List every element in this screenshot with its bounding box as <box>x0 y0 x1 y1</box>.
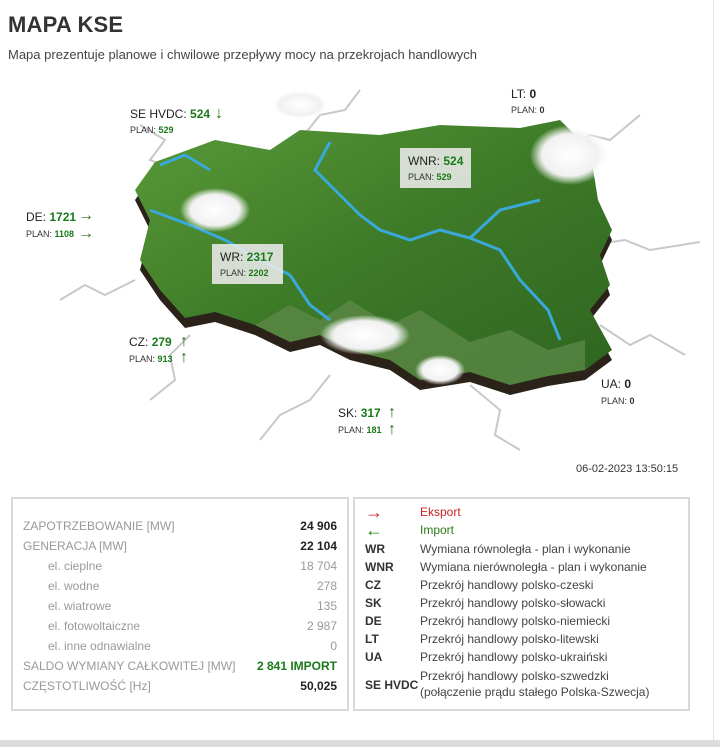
stat-row: el. wiatrowe 135 <box>48 599 337 613</box>
arrow-right-icon: → <box>78 207 94 224</box>
flow-sk: SK: 317 <box>338 406 381 420</box>
legend-panel: → Eksport ← Import WR Wymiana równoległa - plan i wykonanie WNR Wymiana nierównoległa - plan i wykonanie CZ Przekrój handlowy polsko-czeski SK Przekrój handlowy polsko-słowacki DE Przekrój handlowy polsko-niemiecki LT Przekrój handlowy polsko-litewski UA Przekrój handlowy polsko-ukraiński SE HVDC Przekrój handlowy polsko-szwedzki (połączenie prądu stałego Polska-Szwecja) <box>353 497 690 711</box>
stat-row: el. wodne 278 <box>48 579 337 593</box>
stat-row: el. fotowoltaiczne 2 987 <box>48 619 337 633</box>
stat-row: el. cieplne 18 704 <box>48 559 337 573</box>
plan-de: PLAN: 1108 <box>26 229 75 239</box>
arrow-up-icon: ↑ <box>388 421 396 438</box>
arrow-up-icon: ↑ <box>388 404 396 421</box>
plan-ua: PLAN: 0 <box>601 396 635 406</box>
plan-cz: PLAN: 913 <box>129 354 173 364</box>
flow-lt: LT: 0 <box>511 87 537 101</box>
bottom-bar <box>0 740 720 747</box>
arrow-right-icon: → <box>78 225 94 242</box>
flow-se-hvdc: SE HVDC: 524 <box>130 107 211 121</box>
stat-row: ZAPOTRZEBOWANIE [MW] 24 906 <box>23 519 337 533</box>
flow-wr-box: WR: 2317 PLAN: 2202 <box>212 244 283 284</box>
timestamp: 06-02-2023 13:50:15 <box>576 463 679 475</box>
plan-lt: PLAN: 0 <box>511 105 545 115</box>
flow-wnr-box: WNR: 524 PLAN: 529 <box>400 148 471 188</box>
flow-ua: UA: 0 <box>601 377 632 391</box>
page-subtitle: Mapa prezentuje planowe i chwilowe przepływy mocy na przekrojach handlowych <box>8 47 477 62</box>
stat-row: el. inne odnawialne 0 <box>48 639 337 653</box>
poland-map-graphic <box>0 80 720 480</box>
stat-row: GENERACJA [MW] 22 104 <box>23 539 337 553</box>
arrow-up-icon: ↑ <box>180 349 188 366</box>
kse-map <box>0 80 720 480</box>
export-arrow-icon: → <box>365 502 383 522</box>
arrow-down-icon: ↓ <box>215 105 223 122</box>
import-arrow-icon: ← <box>365 520 383 540</box>
stat-row: SALDO WYMIANY CAŁKOWITEJ [MW] 2 841 IMPORT <box>23 659 337 673</box>
stats-panel <box>11 497 349 711</box>
arrow-up-icon: ↑ <box>180 333 188 350</box>
plan-sk: PLAN: 181 <box>338 425 382 435</box>
page-title: MAPA KSE <box>8 12 124 37</box>
plan-se-hvdc: PLAN: 529 <box>130 125 174 135</box>
flow-de: DE: 1721 <box>26 210 77 224</box>
flow-cz: CZ: 279 <box>129 335 172 349</box>
stat-row: CZĘSTOTLIWOŚĆ [Hz] 50,025 <box>23 679 337 693</box>
